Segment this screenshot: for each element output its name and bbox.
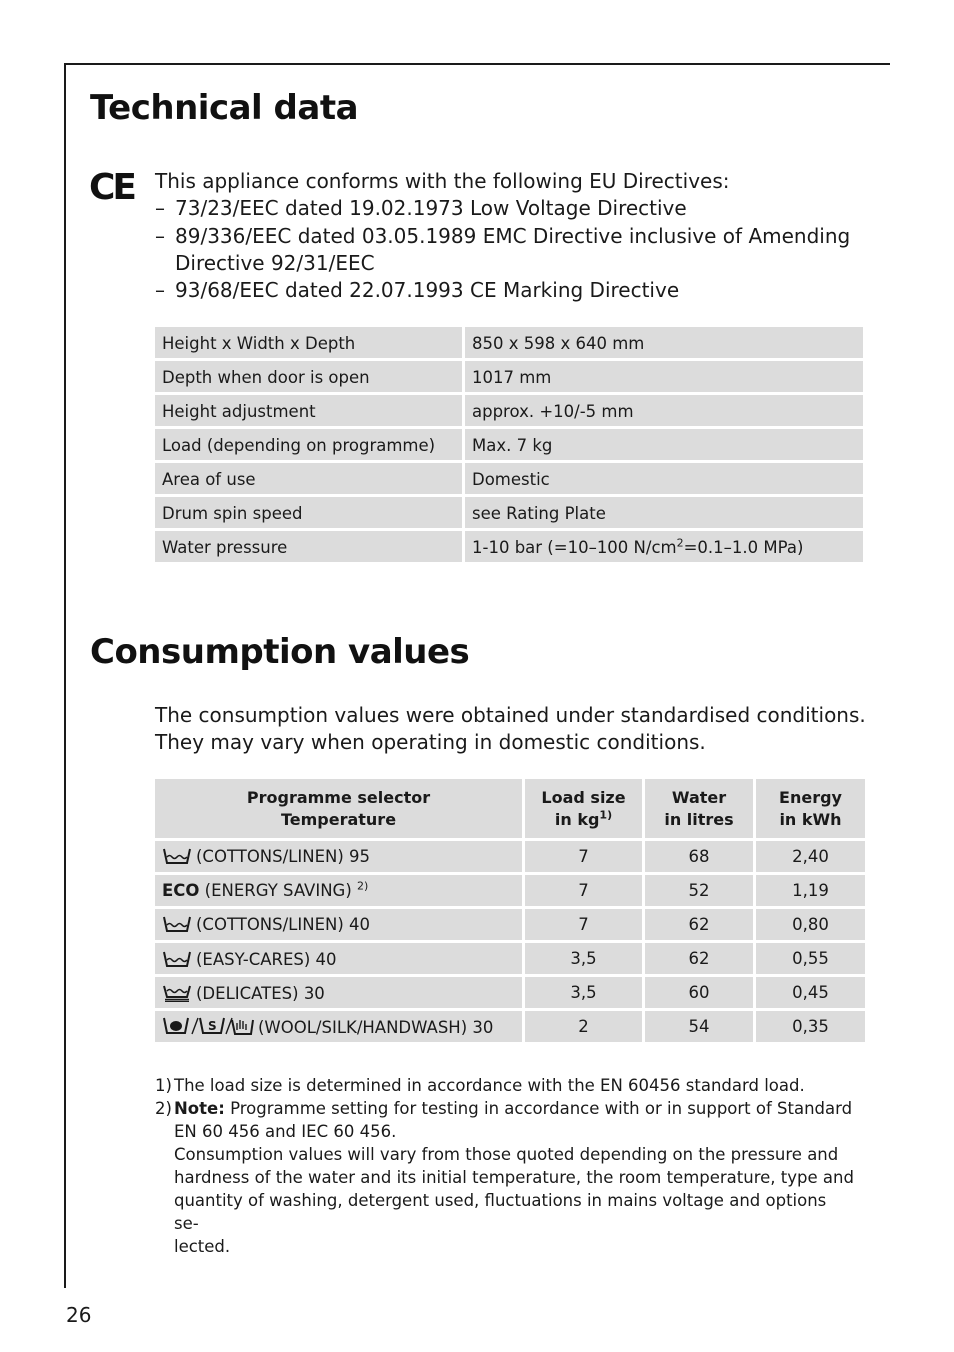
load-cell: 3,5 xyxy=(525,943,642,974)
table-row xyxy=(155,1011,865,1042)
spec-value: 1017 mm xyxy=(465,361,863,392)
programme-cell: (EASY-CARES) 40 xyxy=(155,943,522,974)
energy-cell: 0,45 xyxy=(756,977,865,1008)
consumption-intro-text: The consumption values were obtained under standardised conditions. They may vary when operating in domestic conditions. xyxy=(155,703,866,755)
water-cell: 60 xyxy=(645,977,753,1008)
technical-data-heading: Technical data xyxy=(90,88,359,128)
table-row xyxy=(155,875,865,906)
footnotes xyxy=(155,1074,855,1258)
directive-item-continuation: Directive 92/31/EEC xyxy=(175,250,375,275)
table-row xyxy=(155,841,865,872)
technical-specs-table xyxy=(152,324,866,565)
column-header-water: Water in litres xyxy=(645,779,753,838)
energy-cell: 0,55 xyxy=(756,943,865,974)
load-cell: 7 xyxy=(525,841,642,872)
table-row xyxy=(155,429,863,460)
programme-cell: (DELICATES) 30 xyxy=(155,977,522,1008)
load-cell: 7 xyxy=(525,909,642,940)
consumption-values-heading: Consumption values xyxy=(90,632,470,672)
table-header-row xyxy=(155,779,865,838)
spec-value: Max. 7 kg xyxy=(465,429,863,460)
programme-cell: ECO (ENERGY SAVING) $^{2)}$ xyxy=(155,875,522,906)
footnote-2: 2) Note: Programme setting for testing in accordance with or in support of Standard EN 60 456 and IEC 60 456. Consumption values will vary from those quoted depending on the pressure and hardness of the water and its initial temperature, the room temperature, type and quantity of washing, detergent used, fluctuations in mains voltage and options se- lected. xyxy=(155,1099,854,1256)
table-row xyxy=(155,497,863,528)
table-row xyxy=(155,463,863,494)
load-cell: 2 xyxy=(525,1011,642,1042)
spec-label: Depth when door is open xyxy=(155,361,462,392)
left-border-rule xyxy=(64,63,66,1288)
spec-label: Load (depending on programme) xyxy=(155,429,462,460)
wool-silk-handwash-icon xyxy=(162,1016,254,1036)
programme-cell: S (WOOL/SILK/HANDWASH) 30 xyxy=(155,1011,522,1042)
column-header-load: Load size in $kg^{1)}$ xyxy=(525,779,642,838)
easy-care-wash-icon xyxy=(162,948,192,968)
programme-cell: (COTTONS/LINEN) 95 xyxy=(155,841,522,872)
column-header-energy: Energy in kWh xyxy=(756,779,865,838)
top-border-rule xyxy=(65,63,890,65)
water-cell: 62 xyxy=(645,909,753,940)
spec-value: Domestic xyxy=(465,463,863,494)
directive-item: – 73/23/EEC dated 19.02.1973 Low Voltage Directive xyxy=(155,196,687,221)
programme-cell: (COTTONS/LINEN) 40 xyxy=(155,909,522,940)
spec-label: Drum spin speed xyxy=(155,497,462,528)
spec-label: Area of use xyxy=(155,463,462,494)
load-cell: 3,5 xyxy=(525,977,642,1008)
load-cell: 7 xyxy=(525,875,642,906)
table-row xyxy=(155,943,865,974)
spec-value: see Rating Plate xyxy=(465,497,863,528)
table-row xyxy=(155,909,865,940)
energy-cell: 0,80 xyxy=(756,909,865,940)
column-header-programme: Programme selector Temperature xyxy=(155,779,522,838)
directive-item: – 93/68/EEC dated 22.07.1993 CE Marking Directive xyxy=(155,278,680,303)
spec-label: Height x Width x Depth xyxy=(155,327,462,358)
consumption-table xyxy=(152,776,868,1045)
svg-text:S: S xyxy=(208,1019,217,1033)
energy-cell: 2,40 xyxy=(756,841,865,872)
delicates-wash-icon xyxy=(162,982,192,1002)
spec-value: approx. +10/-5 mm xyxy=(465,395,863,426)
directives-intro: This appliance conforms with the following EU Directives: xyxy=(155,169,730,193)
page-number: 26 xyxy=(66,1303,92,1327)
spec-value: 850 x 598 x 640 mm xyxy=(465,327,863,358)
water-cell: 62 xyxy=(645,943,753,974)
table-row xyxy=(155,977,865,1008)
table-row xyxy=(155,531,863,562)
spec-label: Height adjustment xyxy=(155,395,462,426)
energy-cell: 0,35 xyxy=(756,1011,865,1042)
footnote-1: 1) The load size is determined in accordance with the EN 60456 standard load. xyxy=(155,1076,805,1095)
table-row xyxy=(155,361,863,392)
spec-value: 1-10 bar (=10–100 $N/cm^2=0.1-1.0$ MPa) xyxy=(465,531,863,562)
water-cell: 52 xyxy=(645,875,753,906)
cottons-wash-icon xyxy=(162,847,192,865)
directive-item: – 89/336/EEC dated 03.05.1989 EMC Directive inclusive of Amending xyxy=(155,223,851,248)
spec-label: Water pressure xyxy=(155,531,462,562)
water-cell: 68 xyxy=(645,841,753,872)
ce-mark-icon: CE xyxy=(89,167,135,208)
energy-cell: 1,19 xyxy=(756,875,865,906)
cottons-wash-icon xyxy=(162,915,192,933)
table-row xyxy=(155,395,863,426)
water-cell: 54 xyxy=(645,1011,753,1042)
table-row xyxy=(155,327,863,358)
eu-directives-text xyxy=(155,168,875,304)
